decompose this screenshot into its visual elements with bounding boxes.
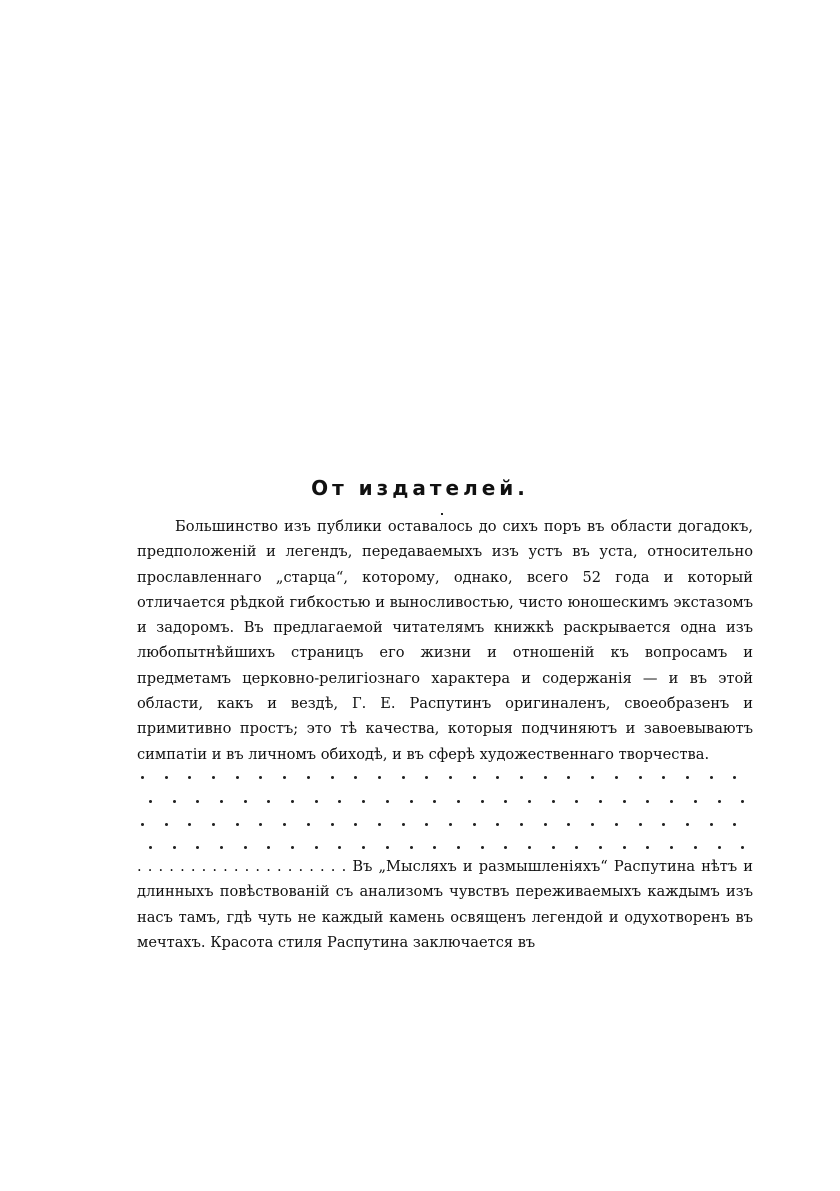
ellipsis-dot — [165, 776, 168, 779]
page-title: От издателей. — [311, 476, 529, 500]
ellipsis-dot — [457, 800, 460, 803]
ellipsis-dot — [591, 776, 594, 779]
ellipsis-dot — [623, 846, 626, 849]
ellipsis-dot — [544, 776, 547, 779]
ellipsis-dot — [141, 823, 144, 826]
ellipsis-dot — [449, 823, 452, 826]
ellipsis-dot — [236, 776, 239, 779]
dot-row — [137, 846, 753, 850]
ellipsis-dot — [354, 776, 357, 779]
ellipsis-dot — [496, 776, 499, 779]
ellipsis-dot — [670, 800, 673, 803]
ellipsis-dot — [552, 846, 555, 849]
ellipsis-dot — [362, 800, 365, 803]
ellipsis-dot — [315, 800, 318, 803]
ellipsis-dot — [307, 776, 310, 779]
ellipsis-dot — [552, 800, 555, 803]
ellipsis-dot — [165, 823, 168, 826]
ellipsis-dot — [307, 823, 310, 826]
dot-row — [137, 776, 753, 780]
ellipsis-dot — [188, 823, 191, 826]
ellipsis-dot — [196, 846, 199, 849]
ellipsis-dot — [623, 800, 626, 803]
ellipsis-dot — [244, 846, 247, 849]
ellipsis-dot — [267, 800, 270, 803]
ellipsis-dot — [433, 846, 436, 849]
ellipsis-dot — [599, 846, 602, 849]
ellipsis-dot — [496, 823, 499, 826]
ellipsis-dot — [457, 846, 460, 849]
ellipsis-dot — [473, 823, 476, 826]
ellipsis-dot — [291, 800, 294, 803]
ellipsis-dot — [575, 800, 578, 803]
ellipsis-dot — [283, 823, 286, 826]
ellipsis-dot — [283, 776, 286, 779]
ellipsis-dot — [710, 776, 713, 779]
ellipsis-dot — [378, 823, 381, 826]
ellipsis-dot — [259, 776, 262, 779]
ellipsis-dot — [338, 800, 341, 803]
ellipsis-dot — [149, 846, 152, 849]
ellipsis-dot — [639, 776, 642, 779]
ellipsis-dot — [291, 846, 294, 849]
ellipsis-dot — [267, 846, 270, 849]
ellipsis-dot — [662, 823, 665, 826]
ellipsis-dot — [338, 846, 341, 849]
ellipsis-dot — [670, 846, 673, 849]
ellipsis-dot — [710, 823, 713, 826]
ellipsis-dot — [686, 823, 689, 826]
ellipsis-dot — [196, 800, 199, 803]
ellipsis-dot — [481, 846, 484, 849]
ellipsis-dot — [504, 846, 507, 849]
ellipsis-dot — [362, 846, 365, 849]
ellipsis-dot — [425, 823, 428, 826]
ellipsis-dot — [402, 823, 405, 826]
dot-row — [137, 823, 753, 827]
ellipsis-dot — [433, 800, 436, 803]
ellipsis-dot — [504, 800, 507, 803]
ellipsis-dot — [141, 776, 144, 779]
ellipsis-dot — [694, 800, 697, 803]
ellipsis-dot — [567, 823, 570, 826]
ellipsis-dot — [662, 776, 665, 779]
dot-row — [137, 800, 753, 804]
ellipsis-dot — [591, 823, 594, 826]
paragraph-continued: . . . . . . . . . . . . . . . . . . . . Въ „Мысляхъ и размышленіяхъ“ Распутина нѣтъ и длинныхъ повѣствованій съ анализомъ чувствъ переживаемыхъ каждымъ изъ насъ тамъ, гдѣ чуть не каждый камень освященъ легендой и одухотворенъ въ мечтахъ. Красота стиля Распутина заключается въ — [137, 858, 753, 951]
ellipsis-dot — [481, 800, 484, 803]
ellipsis-dot — [386, 800, 389, 803]
ellipsis-dot — [520, 823, 523, 826]
ellipsis-dot — [212, 823, 215, 826]
ellipsis-dot — [741, 846, 744, 849]
ellipsis-dot — [315, 846, 318, 849]
ellipsis-dot — [173, 800, 176, 803]
ellipsis-dot — [378, 776, 381, 779]
ellipsis-dot — [402, 776, 405, 779]
ellipsis-dot — [220, 800, 223, 803]
ellipsis-dot — [528, 800, 531, 803]
ellipsis-dot — [188, 776, 191, 779]
ellipsis-dot — [639, 823, 642, 826]
ellipsis-dot — [386, 846, 389, 849]
ellipsis-dot — [331, 823, 334, 826]
ellipsis-dot — [473, 776, 476, 779]
ellipsis-dot — [528, 846, 531, 849]
ellipsis-dot — [331, 776, 334, 779]
ellipsis-dot — [686, 776, 689, 779]
ellipsis-dot — [449, 776, 452, 779]
ellipsis-dot — [733, 823, 736, 826]
ellipsis-dot — [646, 846, 649, 849]
ellipsis-dot — [173, 846, 176, 849]
ellipsis-dot — [212, 776, 215, 779]
ellipsis-dot — [544, 823, 547, 826]
ellipsis-dot — [567, 776, 570, 779]
ellipsis-dot — [646, 800, 649, 803]
ellipsis-dot — [733, 776, 736, 779]
ellipsis-dot — [220, 846, 223, 849]
ellipsis-dot — [410, 800, 413, 803]
ellipsis-dot — [425, 776, 428, 779]
ellipsis-dot — [244, 800, 247, 803]
ellipsis-dot — [599, 800, 602, 803]
ellipsis-dot — [741, 800, 744, 803]
ellipsis-dot — [520, 776, 523, 779]
ellipsis-dot — [236, 823, 239, 826]
ellipsis-dot — [718, 800, 721, 803]
ellipsis-dot — [718, 846, 721, 849]
ellipsis-dot — [410, 846, 413, 849]
ellipsis-dot — [575, 846, 578, 849]
ellipsis-dot — [615, 823, 618, 826]
ellipsis-dot — [694, 846, 697, 849]
ellipsis-dot — [354, 823, 357, 826]
ellipsis-dot — [259, 823, 262, 826]
ellipsis-dot — [615, 776, 618, 779]
paragraph-intro: Большинство изъ публики оставалось до сихъ поръ въ области догадокъ, предположеній и легендъ, передаваемыхъ изъ устъ въ уста, относительно прославленнаго „старца“, которому, однако, всего 52 года и который отличается рѣдкой гибкостью и выносливостью, чисто юношескимъ экстазомъ и задоромъ. Въ предлагаемой читателямъ книжкѣ раскрывается одна изъ любопытнѣйшихъ страницъ его жизни и отношеній къ вопросамъ и предметамъ церковно-религіознаго характера и содержанія — и въ этой области, какъ и вездѣ, Г. Е. Распутинъ оригиналенъ, своеобразенъ и примитивно простъ; это тѣ качества, которыя подчиняютъ и завоевываютъ симпатіи и въ личномъ обиходѣ, и въ сферѣ художественнаго творчества. — [137, 518, 753, 763]
ellipsis-dot — [149, 800, 152, 803]
